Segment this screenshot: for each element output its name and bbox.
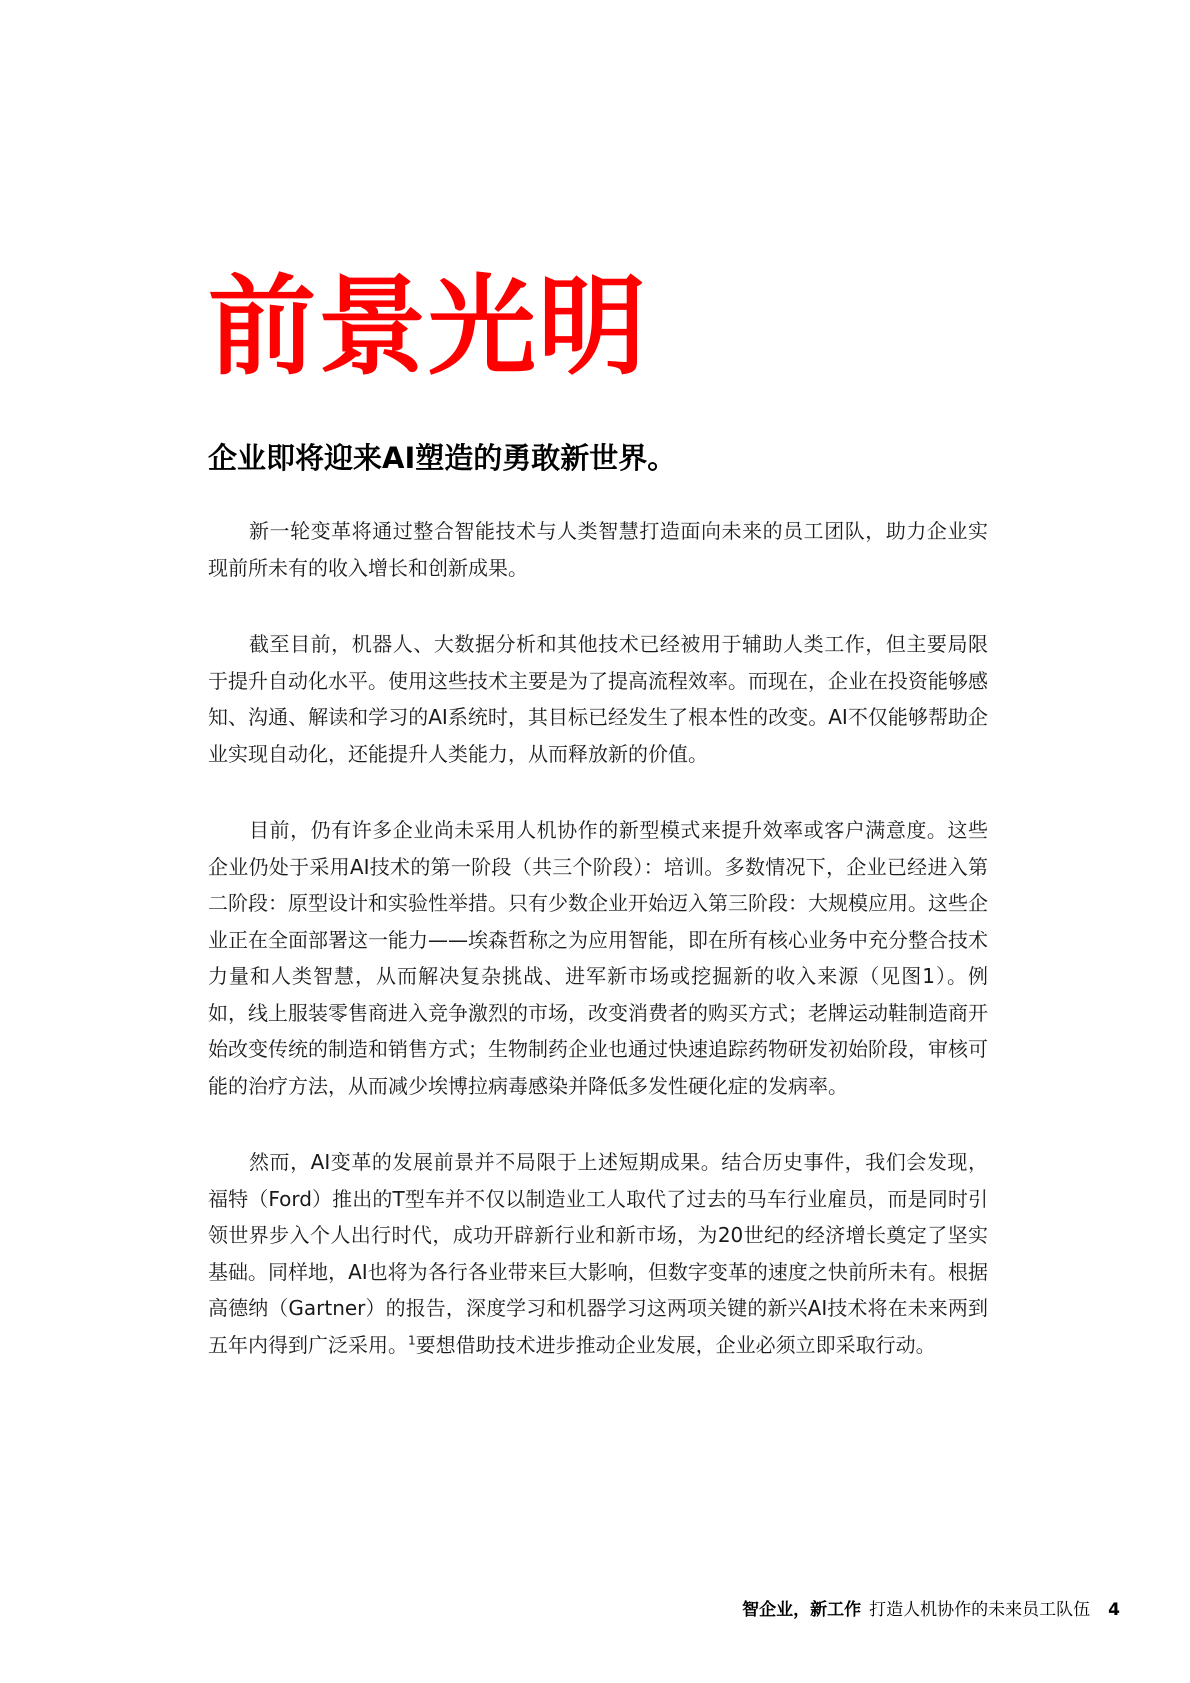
footer-subtitle: 打造人机协作的未来员工队伍 [869, 1600, 1091, 1620]
page-title: 前景光明 [208, 265, 649, 390]
page-subtitle: 企业即将迎来AI塑造的勇敢新世界。 [208, 441, 677, 475]
paragraph-2: 截至目前，机器人、大数据分析和其他技术已经被用于辅助人类工作，但主要局限于提升自动化水平。使用这些技术主要是为了提高流程效率。而现在，企业在投资能够感知、沟通、解读和学习的AI系统时，其目标已经发生了根本性的改变。AI不仅能够帮助企业实现自动化，还能提升人类能力，从而释放新的价值。 [208, 632, 988, 766]
page-number: 4 [1108, 1600, 1120, 1620]
page-footer [742, 1598, 1120, 1622]
paragraph-4-text: 然而，AI变革的发展前景并不局限于上述短期成果。结合历史事件，我们会发现，福特（Ford）推出的T型车并不仅以制造业工人取代了过去的马车行业雇员，而是同时引领世界步入个人出行时代，成功开辟新行业和新市场，为20世纪的经济增长奠定了坚实基础。同样地，AI也将为各行各业带来巨大影响，但数字变革的速度之快前所未有。根据高德纳（Gartner）的报告，深度学习和机器学习这两项关键的新兴AI技术将在未来两到五年内得到广泛采用。 [208, 1150, 988, 1357]
footnote-marker: 1 [408, 1332, 416, 1347]
footer-brand: 智企业，新工作 [742, 1600, 862, 1620]
paragraph-1: 新一轮变革将通过整合智能技术与人类智慧打造面向未来的员工团队，助力企业实现前所未有的收入增长和创新成果。 [208, 519, 988, 580]
paragraph-4-end: 要想借助技术进步推动企业发展，企业必须立即采取行动。 [415, 1332, 936, 1357]
paragraph-4 [208, 1144, 988, 1363]
paragraph-3: 目前，仍有许多企业尚未采用人机协作的新型模式来提升效率或客户满意度。这些企业仍处于采用AI技术的第一阶段（共三个阶段）：培训。多数情况下，企业已经进入第二阶段：原型设计和实验性举措。只有少数企业开始迈入第三阶段：大规模应用。这些企业正在全面部署这一能力——埃森哲称之为应用智能，即在所有核心业务中充分整合技术力量和人类智慧，从而解决复杂挑战、进军新市场或挖掘新的收入来源（见图1）。例如，线上服装零售商进入竞争激烈的市场，改变消费者的购买方式；老牌运动鞋制造商开始改变传统的制造和销售方式；生物制药企业也通过快速追踪药物研发初始阶段，审核可能的治疗方法，从而减少埃博拉病毒感染并降低多发性硬化症的发病率。 [208, 818, 988, 1098]
body-text [208, 513, 988, 1403]
